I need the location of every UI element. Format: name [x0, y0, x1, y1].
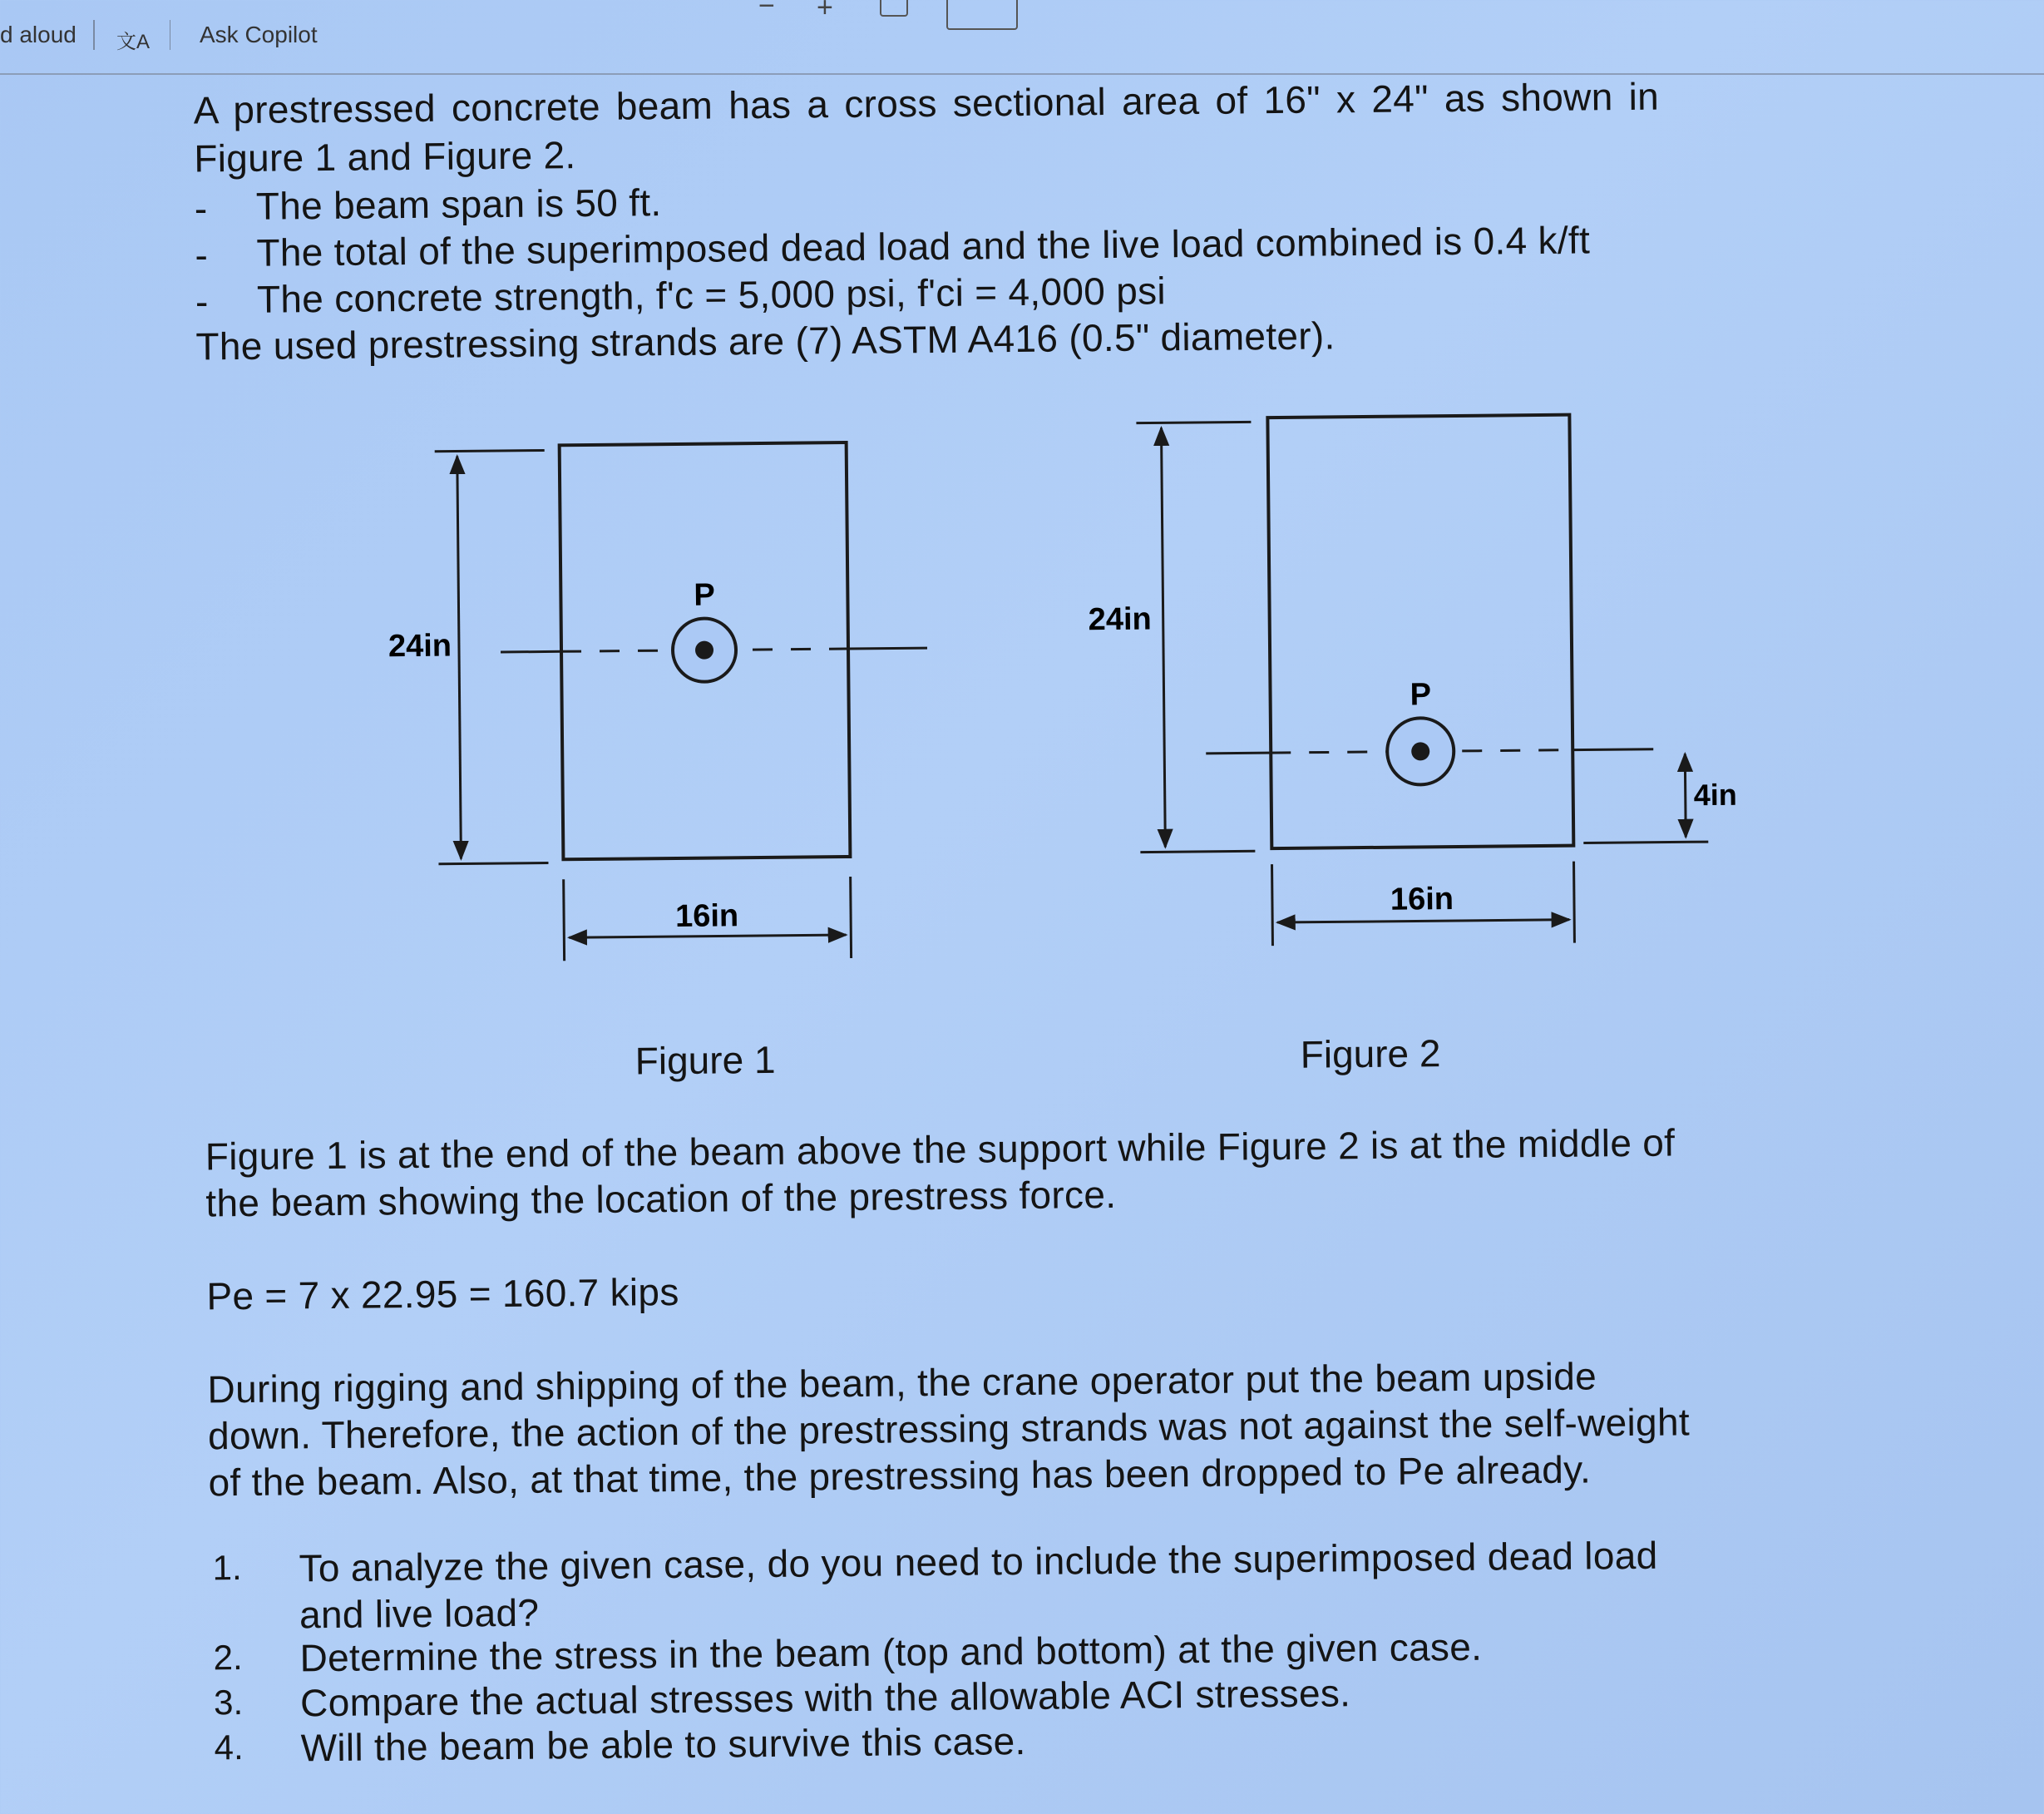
- intro-line-2: Figure 1 and Figure 2.: [194, 133, 576, 180]
- figure-1-caption: Figure 1: [634, 1037, 776, 1083]
- question-3: Compare the actual stresses with the allowable ACI stresses.: [299, 1671, 1351, 1725]
- zoom-out-icon[interactable]: −: [758, 0, 775, 22]
- bullet-concrete-strength: The concrete strength, f'c = 5,000 psi, f'ci = 4,000 psi: [256, 269, 1167, 321]
- bullet-span: The beam span is 50 ft.: [255, 180, 662, 228]
- rigging-line-3: of the beam. Also, at that time, the prestressing has been dropped to Pe already.: [208, 1447, 1592, 1505]
- figure-1-width-ext-right: [851, 877, 852, 958]
- bullet-dash: -: [195, 279, 209, 324]
- figure-1-height-dimension: [457, 456, 462, 858]
- figure-2-extension-top: [1136, 422, 1251, 423]
- bullet-dash: -: [194, 186, 208, 230]
- pe-equation: Pe = 7 x 22.95 = 160.7 kips: [206, 1269, 679, 1318]
- question-2: Determine the stress in the beam (top and bottom) at the given case.: [299, 1624, 1483, 1680]
- question-1-line-1: To analyze the given case, do you need to include the superimposed dead load: [299, 1533, 1658, 1590]
- figure-2-centroid-line-right: [1572, 749, 1653, 750]
- figure-1-diagram: [387, 442, 931, 962]
- figure-2-width-label: 16in: [1390, 882, 1454, 917]
- figure-2-tendon-dot: [1411, 742, 1429, 760]
- figure-1-width-dimension: [569, 935, 846, 937]
- read-aloud-button[interactable]: d aloud: [0, 22, 77, 47]
- rigging-line-2: down. Therefore, the action of the prestressing strands was not against the self-weight: [207, 1400, 1691, 1458]
- question-number: 4.: [214, 1728, 244, 1767]
- intro-line-1: A prestressed concrete beam has a cross sectional area of 16" x 24" as shown in: [193, 74, 1660, 132]
- figure-2-centroid-line-left: [1206, 753, 1271, 754]
- question-number: 1.: [212, 1548, 242, 1588]
- figure-1-extension-top: [435, 450, 545, 451]
- question-number: 3.: [213, 1683, 244, 1723]
- description-line-2: the beam showing the location of the prestress force.: [205, 1172, 1117, 1225]
- question-number: 2.: [213, 1638, 243, 1678]
- bullet-dash: -: [195, 233, 209, 277]
- figure-2-eccentricity-dimension: [1685, 754, 1686, 837]
- rigging-line-1: During rigging and shipping of the beam, the crane operator put the beam upside: [207, 1354, 1597, 1411]
- description-line-1: Figure 1 is at the end of the beam above the support while Figure 2 is at the middle of: [205, 1120, 1676, 1179]
- figure-2-height-dimension: [1161, 428, 1165, 847]
- figure-1-width-label: 16in: [674, 898, 739, 935]
- figure-2-force-label: P: [1410, 677, 1432, 713]
- figure-2-caption: Figure 2: [1300, 1031, 1441, 1076]
- ask-copilot-button[interactable]: Ask Copilot: [200, 22, 318, 47]
- figure-1-tendon-dot: [695, 641, 713, 660]
- figure-1-centroid-line-left: [501, 651, 561, 652]
- translate-icon[interactable]: 文A: [116, 31, 151, 53]
- figure-1-height-label: 24in: [388, 628, 452, 665]
- figure-2-width-ext-right: [1574, 862, 1575, 943]
- zoom-in-icon[interactable]: +: [817, 0, 833, 23]
- figure-1-width-ext-left: [564, 879, 565, 961]
- figure-2-width-ext-left: [1272, 864, 1273, 946]
- figure-2-extension-bottom: [1140, 851, 1255, 852]
- figure-2-eccentricity-label: 4in: [1693, 777, 1737, 813]
- figure-2-height-label: 24in: [1088, 601, 1152, 638]
- figure-2-width-dimension: [1277, 920, 1569, 922]
- figure-1-force-label: P: [694, 577, 715, 613]
- bullet-loads: The total of the superimposed dead load and the live load combined is 0.4 k/ft: [256, 218, 1591, 274]
- figure-2-diagram: [1086, 413, 1738, 947]
- figure-1-centroid-line-right: [848, 648, 927, 649]
- question-4: Will the beam be able to survive this case.: [300, 1719, 1026, 1770]
- question-1-line-2: and live load?: [299, 1590, 540, 1637]
- figures-drawing: [0, 373, 2044, 1490]
- strands-line: The used prestressing strands are (7) ASTM A416 (0.5" diameter).: [195, 314, 1336, 368]
- figure-2-eccentricity-ext: [1583, 842, 1708, 843]
